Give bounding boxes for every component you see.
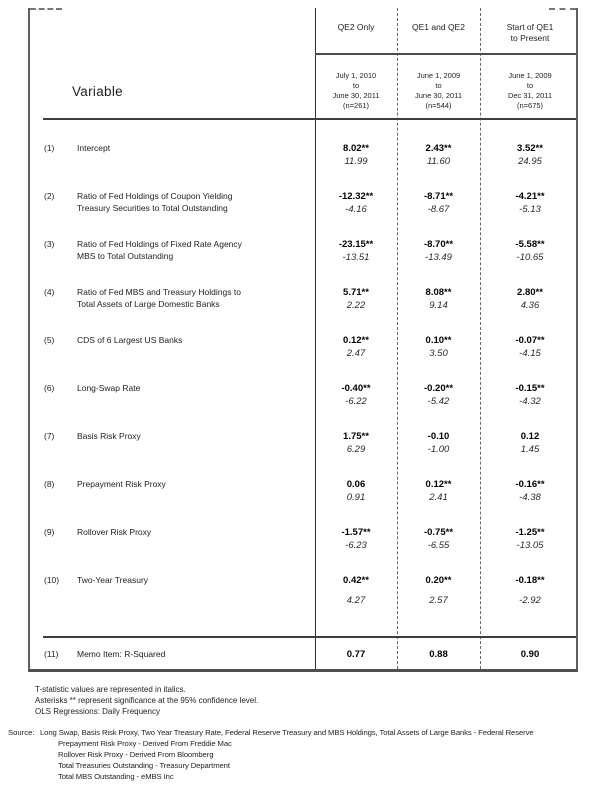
row-number: (11): [44, 649, 59, 659]
period-start-of-qe1: [480, 71, 580, 111]
coefficient-value: -23.15**: [338, 239, 374, 250]
row-label-cell: [30, 527, 315, 539]
period-qe2-only: [315, 71, 397, 111]
column-title-qe2-only: [315, 22, 397, 44]
memo-row: [30, 649, 580, 661]
row-label-cell: [30, 575, 315, 587]
coefficient-value: -0.10: [427, 431, 450, 442]
t-statistic: -10.65: [516, 252, 544, 263]
row-label: Intercept: [77, 143, 111, 153]
row-label: Prepayment Risk Proxy: [77, 479, 166, 489]
row-label-cell: [30, 335, 315, 347]
t-statistic: -6.23: [345, 540, 367, 551]
t-statistic: 6.29: [346, 444, 366, 455]
t-statistic: -5.13: [519, 204, 541, 215]
coefficient-cell: [397, 335, 480, 359]
coefficient-value: 0.06: [346, 479, 366, 490]
t-statistic: 2.22: [346, 300, 366, 311]
column-title-line: to Present: [510, 33, 550, 43]
row-label-cell: [30, 191, 315, 214]
t-statistic: -4.32: [519, 396, 541, 407]
coefficient-cell: [315, 479, 397, 503]
t-statistic: 11.99: [344, 156, 368, 167]
coefficient-value: -4.21**: [515, 191, 545, 202]
coefficient-cell: [480, 527, 580, 551]
results-table: [28, 8, 578, 672]
coefficient-value: 8.08**: [425, 287, 452, 298]
t-statistic: 2.57: [429, 595, 448, 606]
row-label: Memo Item: R-Squared: [77, 649, 166, 659]
coefficient-cell: [480, 383, 580, 407]
t-statistic: 9.14: [429, 300, 448, 311]
t-statistic: -4.15: [519, 348, 541, 359]
source-block: [8, 727, 534, 782]
coefficient-value: -1.25**: [515, 527, 545, 538]
row-label-cell: [30, 649, 315, 661]
r-squared-value: 0.77: [346, 649, 366, 661]
row-number: (1): [44, 143, 55, 153]
rule-under-header: [43, 118, 576, 120]
coefficient-value: 0.42**: [343, 575, 369, 586]
coefficient-value: -0.20**: [423, 383, 454, 394]
t-statistic: 2.41: [429, 492, 448, 503]
coefficient-value: 2.43**: [425, 143, 452, 154]
coefficient-cell: [315, 527, 397, 551]
t-statistic: -6.22: [345, 396, 367, 407]
t-statistic: -2.92: [519, 595, 541, 606]
source-line: Total MBS Outstanding - eMBS Inc: [58, 772, 174, 781]
variable-column-header: Variable: [72, 84, 123, 99]
row-number: (10): [44, 575, 60, 585]
coefficient-value: 0.12**: [425, 479, 452, 490]
coefficient-value: 2.80**: [517, 287, 543, 298]
period-end: June 30, 2011: [332, 91, 380, 100]
period-start: June 1, 2009: [416, 71, 461, 80]
coefficient-cell: [315, 239, 397, 263]
period-to: to: [435, 81, 442, 90]
source-line: Long Swap, Basis Risk Proxy, Two Year Treasury Rate, Federal Reserve Treasury and MBS Holdings, Total Assets of Large Banks - Federal Reserve: [40, 728, 534, 737]
table-row: [30, 568, 580, 616]
column-titles-row: [30, 22, 580, 44]
column-title-start-of-qe1: [480, 22, 580, 44]
coefficient-cell: [397, 191, 480, 215]
coefficient-cell: [397, 575, 480, 606]
rule-above-memo-row: [43, 636, 576, 638]
coefficient-value: -0.15**: [515, 383, 545, 394]
coefficient-cell: [315, 191, 397, 215]
source-line: Prepayment Risk Proxy - Derived From Freddie Mac: [58, 739, 232, 748]
coefficient-cell: [397, 287, 480, 311]
table-row: [30, 232, 580, 280]
column-title-line: QE1 and QE2: [412, 22, 465, 32]
row-label: CDS of 6 Largest US Banks: [77, 335, 183, 345]
coefficient-cell: [397, 239, 480, 263]
coefficient-value: -0.75**: [423, 527, 454, 538]
coefficient-value: -0.40**: [341, 383, 371, 394]
coefficient-cell: [397, 143, 480, 167]
t-statistic: 3.50: [429, 348, 448, 359]
table-row: [30, 424, 580, 472]
coefficient-value: -0.07**: [515, 335, 545, 346]
table-row: [30, 136, 580, 184]
row-label-cell: [30, 143, 315, 155]
coefficient-cell: [315, 575, 397, 606]
top-border-left-segment: [30, 8, 62, 10]
t-statistic: -8.67: [427, 204, 450, 215]
column-title-line: Start of QE1: [506, 22, 554, 32]
table-row: [30, 280, 580, 328]
coefficient-cell: [397, 431, 480, 455]
row-label: Two-Year Treasury: [77, 575, 149, 585]
row-label-cell: [30, 479, 315, 491]
table-row: [30, 520, 580, 568]
r-squared-value: 0.88: [429, 649, 448, 661]
coefficient-value: -8.71**: [423, 191, 454, 202]
row-number: (3): [44, 239, 55, 249]
coefficient-cell: [397, 527, 480, 551]
period-qe1-and-qe2: [397, 71, 480, 111]
row-label-cell: [30, 239, 315, 262]
source-line: Rollover Risk Proxy - Derived From Bloomberg: [58, 750, 214, 759]
t-statistic: 11.60: [426, 156, 451, 167]
table-row: [30, 328, 580, 376]
coefficient-cell: [480, 239, 580, 263]
t-statistic: -13.51: [342, 252, 370, 263]
coefficient-cell: [315, 383, 397, 407]
table-row: [30, 184, 580, 232]
footnotes: [35, 684, 258, 717]
period-to: to: [352, 81, 360, 90]
coefficient-value: 0.20**: [425, 575, 452, 586]
period-to: to: [526, 81, 534, 90]
row-label-cell: [30, 431, 315, 443]
t-statistic: 2.47: [346, 348, 366, 359]
row-label-cell: [30, 383, 315, 395]
r-squared-value: 0.90: [520, 649, 540, 661]
coefficient-cell: [480, 479, 580, 503]
row-number: (9): [44, 527, 55, 537]
coefficient-value: -12.32**: [338, 191, 374, 202]
period-end: Dec 31, 2011: [507, 91, 553, 100]
source-label: Source:: [8, 728, 35, 737]
row-number: (7): [44, 431, 55, 441]
coefficient-value: 3.52**: [517, 143, 543, 154]
sample-size: (n=544): [425, 101, 452, 110]
coefficient-cell: [315, 431, 397, 455]
period-end: June 30, 2011: [415, 91, 462, 100]
coefficient-value: -8.70**: [423, 239, 454, 250]
table-row: [30, 376, 580, 424]
row-label: Long-Swap Rate: [77, 383, 141, 393]
coefficient-cell: [480, 143, 580, 167]
source-line: Total Treasuries Outstanding - Treasury Department: [58, 761, 230, 770]
coefficient-cell: [397, 383, 480, 407]
coefficient-cell: [315, 143, 397, 167]
coefficient-cell: [480, 575, 580, 606]
t-statistic: -5.42: [427, 396, 450, 407]
top-border-right-segment: [549, 8, 576, 10]
t-statistic: -4.16: [345, 204, 367, 215]
t-statistic: -4.38: [519, 492, 541, 503]
sample-size: (n=675): [516, 101, 544, 110]
column-title-line: QE2 Only: [337, 22, 375, 32]
source-lines: [40, 727, 534, 782]
t-statistic: -1.00: [427, 444, 450, 455]
coefficient-cell: [315, 335, 397, 359]
coefficient-value: -0.18**: [515, 575, 545, 586]
table-body: [30, 136, 580, 616]
coefficient-cell: [480, 191, 580, 215]
row-number: (2): [44, 191, 55, 201]
period-start: June 1, 2009: [508, 71, 552, 80]
coefficient-cell: [480, 287, 580, 311]
footnote-asterisks: Asterisks ** represent significance at the 95% confidence level.: [35, 696, 259, 705]
row-label: Basis Risk Proxy: [77, 431, 141, 441]
coefficient-value: 0.12**: [343, 335, 369, 346]
sample-size: (n=261): [342, 101, 370, 110]
period-start: July 1, 2010: [335, 71, 377, 80]
t-statistic: 0.91: [346, 492, 366, 503]
column-title-qe1-and-qe2: [397, 22, 480, 44]
t-statistic: -6.55: [427, 540, 450, 551]
coefficient-value: 0.10**: [425, 335, 452, 346]
row-number: (6): [44, 383, 55, 393]
coefficient-value: -0.16**: [515, 479, 545, 490]
coefficient-value: 8.02**: [343, 143, 369, 154]
coefficient-value: -1.57**: [341, 527, 371, 538]
coefficient-cell: [315, 287, 397, 311]
coefficient-cell: [397, 479, 480, 503]
coefficient-value: -5.58**: [515, 239, 545, 250]
t-statistic: 1.45: [520, 444, 540, 455]
row-label: Rollover Risk Proxy: [77, 527, 152, 537]
footnote-tstat: T-statistic values are represented in italics.: [35, 685, 186, 694]
t-statistic: 24.95: [518, 156, 542, 167]
t-statistic: 4.27: [346, 595, 366, 606]
coefficient-value: 1.75**: [343, 431, 369, 442]
row-label: Ratio of Fed MBS and Treasury Holdings to Total Assets of Large Domestic Banks: [77, 287, 241, 309]
t-statistic: -13.05: [516, 540, 544, 551]
row-label-cell: [30, 287, 315, 310]
row-label: Ratio of Fed Holdings of Coupon Yielding Treasury Securities to Total Outstanding: [77, 191, 233, 213]
coefficient-cell: [480, 431, 580, 455]
footnote-ols: OLS Regressions: Daily Frequency: [35, 707, 160, 716]
spacer-cell: [30, 22, 315, 44]
row-number: (8): [44, 479, 55, 489]
rule-under-column-titles: [315, 53, 576, 55]
row-number: (5): [44, 335, 55, 345]
row-number: (4): [44, 287, 55, 297]
table-row: [30, 472, 580, 520]
t-statistic: 4.36: [520, 300, 540, 311]
row-label: Ratio of Fed Holdings of Fixed Rate Agency MBS to Total Outstanding: [77, 239, 242, 261]
coefficient-cell: [480, 335, 580, 359]
t-statistic: -13.49: [425, 252, 452, 263]
coefficient-value: 5.71**: [343, 287, 369, 298]
coefficient-value: 0.12: [520, 431, 540, 442]
